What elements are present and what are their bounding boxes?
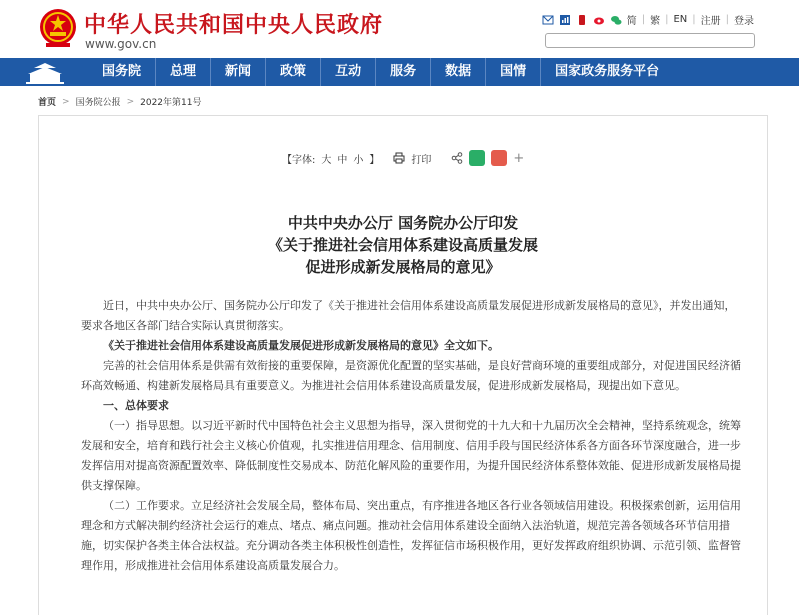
- article-tools: [282, 150, 524, 166]
- font-size-close: 】: [369, 154, 380, 166]
- nav-item-service[interactable]: 服务: [375, 58, 430, 86]
- mail-icon[interactable]: [542, 14, 554, 26]
- nav-item-gov-service-platform[interactable]: 国家政务服务平台: [540, 58, 673, 86]
- breadcrumb-gazette[interactable]: 国务院公报: [75, 98, 121, 108]
- link-register[interactable]: 注册: [700, 16, 721, 27]
- weibo-icon[interactable]: [593, 14, 605, 26]
- site-title[interactable]: 中华人民共和国中央人民政府: [84, 12, 384, 38]
- breadcrumb-issue[interactable]: 2022年第11号: [140, 98, 202, 108]
- breadcrumb-home[interactable]: 首页: [38, 98, 57, 108]
- site-url: www.gov.cn: [85, 37, 157, 51]
- font-size-label: 【字体:: [282, 154, 316, 166]
- main-nav: [0, 58, 799, 86]
- site-header: [0, 0, 799, 58]
- tiananmen-icon[interactable]: [0, 58, 88, 86]
- paragraph-bold: 《关于推进社会信用体系建设高质量发展促进形成新发展格局的意见》全文如下。: [103, 339, 499, 352]
- national-emblem-icon[interactable]: [38, 7, 78, 49]
- title-line: 《关于推进社会信用体系建设高质量发展: [267, 236, 538, 254]
- link-traditional[interactable]: 繁: [650, 16, 661, 27]
- print-icon[interactable]: [393, 152, 405, 164]
- article-body: [81, 296, 741, 576]
- font-size-small[interactable]: 小: [353, 154, 364, 166]
- breadcrumb-separator: >: [126, 96, 135, 107]
- link-simplified[interactable]: 简: [626, 16, 637, 27]
- share-icon[interactable]: [451, 152, 463, 164]
- link-english[interactable]: EN: [673, 14, 688, 25]
- paragraph: （一）指导思想。以习近平新时代中国特色社会主义思想为指导，深入贯彻党的十九大和十九届历次全会精神，坚持系统观念，统筹发展和安全，培育和践行社会主义核心价值观，扎实推进信用理念、信用制度、信用手段与国民经济体系各方面各环节深度融合，进一步发挥信用对提高资源配置效率、降低制度性交易成本、防范化解风险的重要作用，为提升国民经济体系整体效能、促进形成新发展格局提供支撑保障。: [81, 419, 741, 492]
- wechat-icon[interactable]: [610, 14, 622, 26]
- divider: |: [665, 14, 669, 25]
- nav-item-national-info[interactable]: 国情: [485, 58, 540, 86]
- title-line: 中共中央办公厅 国务院办公厅印发: [287, 214, 519, 232]
- article-title: [39, 212, 767, 278]
- weibo-share-icon[interactable]: [491, 150, 507, 166]
- more-share-icon[interactable]: +: [513, 150, 525, 166]
- article-panel: [38, 115, 768, 615]
- nav-item-data[interactable]: 数据: [430, 58, 485, 86]
- breadcrumb: [38, 95, 201, 108]
- mobile-icon[interactable]: [576, 14, 588, 26]
- divider: |: [725, 14, 729, 25]
- nav-item-policy[interactable]: 政策: [265, 58, 320, 86]
- top-links: [542, 12, 754, 27]
- chart-icon[interactable]: [559, 14, 571, 26]
- nav-item-interaction[interactable]: 互动: [320, 58, 375, 86]
- link-login[interactable]: 登录: [734, 16, 754, 27]
- divider: |: [641, 14, 646, 25]
- divider: |: [692, 14, 696, 25]
- wechat-share-icon[interactable]: [469, 150, 485, 166]
- title-line: 促进形成新发展格局的意见》: [305, 258, 501, 276]
- nav-item-state-council[interactable]: 国务院: [102, 64, 142, 79]
- section-heading: 一、总体要求: [103, 399, 169, 412]
- nav-item-premier[interactable]: 总理: [155, 58, 210, 86]
- font-size-medium[interactable]: 中: [337, 154, 348, 166]
- print-button[interactable]: 打印: [411, 154, 432, 166]
- paragraph: 完善的社会信用体系是供需有效衔接的重要保障，是资源优化配置的坚实基础，是良好营商环境的重要组成部分，对促进国民经济循环高效畅通、构建新发展格局具有重要意义。为推进社会信用体系建设高质量发展，促进形成新发展格局，现提出如下意见。: [81, 359, 741, 392]
- paragraph: 近日，中共中央办公厅、国务院办公厅印发了《关于推进社会信用体系建设高质量发展促进形成新发展格局的意见》，并发出通知，要求各地区各部门结合实际认真贯彻落实。: [81, 299, 736, 332]
- breadcrumb-separator: >: [62, 96, 70, 107]
- paragraph: （二）工作要求。立足经济社会发展全局，整体布局、突出重点，有序推进各地区各行业各领域信用建设。积极探索创新，运用信用理念和方式解决制约经济社会运行的难点、堵点、痛点问题。推动社会信用体系建设全面纳入法治轨道，规范完善各领域各环节信用措施，切实保护各类主体合法权益。充分调动各类主体积极性创造性，发挥征信市场积极作用，更好发挥政府组织协调、示范引领、监督管理作用，形成推进社会信用体系建设高质量发展合力。: [81, 499, 741, 572]
- font-size-large[interactable]: 大: [321, 154, 332, 166]
- nav-item-news[interactable]: 新闻: [210, 58, 265, 86]
- search-input[interactable]: [545, 33, 755, 48]
